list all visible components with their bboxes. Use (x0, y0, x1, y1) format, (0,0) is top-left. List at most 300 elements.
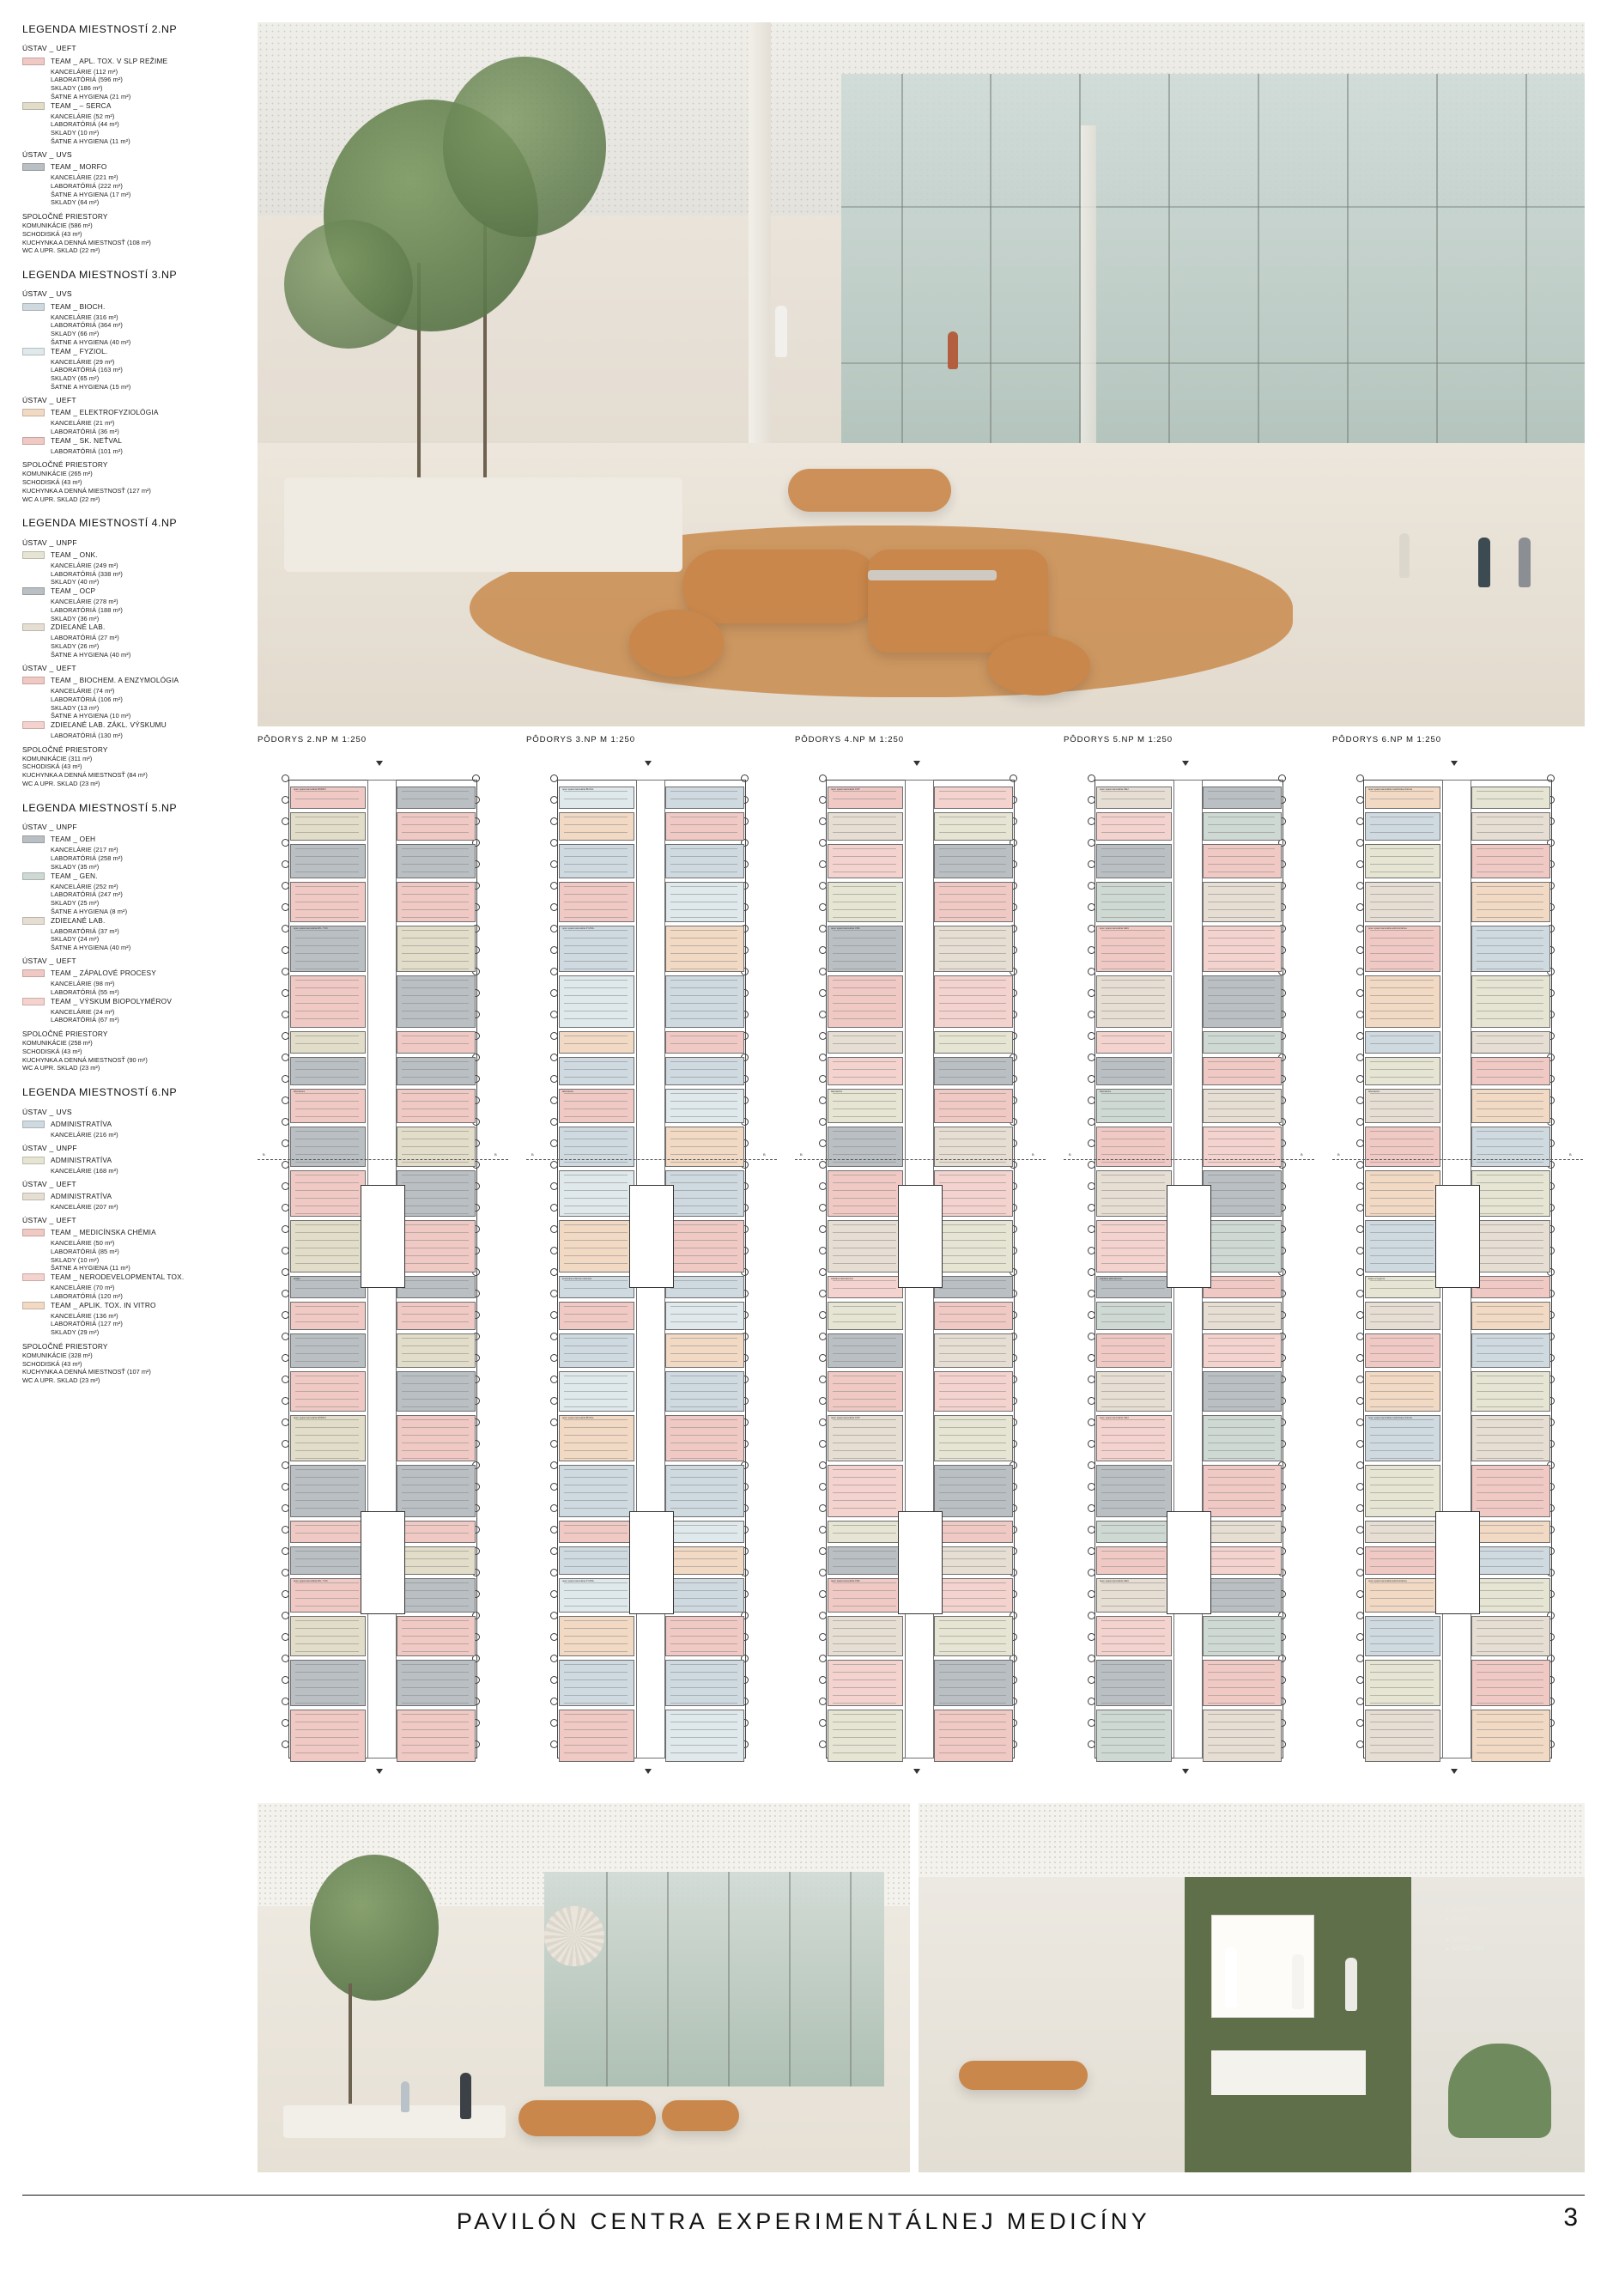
planter-box (283, 2105, 505, 2138)
room-zone (1471, 1578, 1550, 1613)
room-zone (1203, 844, 1282, 878)
common-space-item: KUCHYNKA A DENNÁ MIESTNOSŤ (127 m²) (22, 486, 151, 495)
room-zone (1096, 1170, 1172, 1217)
view-direction-arrow (1182, 1769, 1189, 1774)
common-spaces-heading: SPOLOČNÉ PRIESTORY (22, 212, 108, 222)
legend-color-swatch (22, 348, 45, 355)
room-tag: open space kancelária medicínska chémia (1368, 1417, 1412, 1419)
legend-color-swatch (22, 587, 45, 595)
room-zone (934, 1660, 1013, 1706)
room-zone (1471, 844, 1550, 878)
legend-room-item: LABORATÓRIÁ (596 m²) (51, 76, 123, 84)
legend-team-name: ZDIEĽANÉ LAB. (51, 623, 106, 632)
legend-entry (22, 997, 256, 1006)
legend-room-item: KANCELÁRIE (112 m²) (51, 67, 118, 76)
institute-label: ÚSTAV _ UEFT (22, 1179, 76, 1188)
common-space-item: WC A UPR. SKLAD (23 m²) (22, 1376, 100, 1385)
room-zone (559, 1170, 634, 1217)
legend-room-item: KANCELÁRIE (252 m²) (51, 882, 118, 890)
legend-team-name: ZDIEĽANÉ LAB. ZÁKL. VÝSKUMU (51, 720, 167, 730)
room-zone (290, 1220, 366, 1273)
room-zone (934, 787, 1013, 809)
legend-team-name: TEAM _ MEDICÍNSKA CHÉMIA (51, 1228, 156, 1237)
legend-room-item: SKLADY (35 m²) (51, 862, 100, 871)
stair-core (1435, 1511, 1480, 1614)
legend-room-item: KANCELÁRIE (50 m²) (51, 1239, 115, 1248)
room-zone (665, 1220, 744, 1273)
legend-room-item: LABORATÓRIÁ (106 m²) (51, 695, 123, 703)
room-zone (934, 1578, 1013, 1613)
room-tag: laboratóriá (1368, 1090, 1380, 1093)
section-line (795, 1159, 1046, 1160)
legend-room-item: SKLADY (13 m²) (51, 703, 100, 712)
legend-room-item: ŠATNE A HYGIENA (8 m²) (51, 907, 128, 915)
room-zone (1203, 1170, 1282, 1217)
section-marker: B (1337, 1152, 1340, 1157)
room-zone (397, 1276, 476, 1298)
legend-room-list (51, 1312, 256, 1337)
stair-core (898, 1511, 943, 1614)
room-zone (1203, 1089, 1282, 1123)
legend-team-name: TEAM _ ZÁPALOVÉ PROCESY (51, 969, 156, 978)
room-tag: open space kancelária BIOCH. (562, 1417, 595, 1419)
section-marker: B (800, 1152, 803, 1157)
legend-room-item: SKLADY (64 m²) (51, 198, 100, 207)
legend-room-item: KANCELÁRIE (316 m²) (51, 313, 118, 321)
room-zone (1203, 926, 1282, 972)
legend-entry (22, 586, 256, 596)
legend-entry (22, 101, 256, 111)
legend-room-list (51, 173, 256, 207)
legend-room-item: KANCELÁRIE (168 m²) (51, 1166, 118, 1175)
room-zone (1365, 1521, 1440, 1543)
room-zone (1365, 1220, 1440, 1273)
room-zone (1203, 1031, 1282, 1054)
plan-label: PÔDORYS 4.NP M 1:250 (795, 735, 904, 744)
person-figure (775, 306, 787, 357)
legend-color-swatch (22, 872, 45, 880)
legend-room-item: LABORATÓRIÁ (44 m²) (51, 120, 119, 129)
section-marker: B (1032, 1152, 1034, 1157)
person-figure (401, 2081, 409, 2112)
legend-team-name: TEAM _ MORFO (51, 162, 107, 172)
plan-label: PÔDORYS 5.NP M 1:250 (1064, 735, 1173, 744)
section-marker: B (1069, 1152, 1071, 1157)
room-zone (397, 1089, 476, 1123)
room-zone (665, 844, 744, 878)
legend-room-item: LABORATÓRIÁ (120 m²) (51, 1291, 123, 1300)
common-space-item: WC A UPR. SKLAD (23 m²) (22, 780, 100, 787)
legend-heading: LEGENDA MIESTNOSTÍ 5.NP (22, 801, 178, 814)
legend-room-item: SKLADY (65 m²) (51, 374, 100, 383)
legend-entry (22, 1156, 256, 1165)
legend-color-swatch (22, 835, 45, 843)
legend-room-item: SKLADY (26 m²) (51, 642, 100, 651)
legend-room-list (51, 1203, 256, 1212)
room-tag: open space kancelária APL. TOX. (294, 1580, 329, 1582)
room-zone (559, 1465, 634, 1517)
room-zone (1365, 1710, 1440, 1762)
room-zone (1471, 975, 1550, 1028)
room-tag: zdieľané laboratórium (1100, 1278, 1123, 1280)
lounge-sofa (959, 2061, 1088, 2090)
person-figure (1399, 533, 1410, 578)
room-zone (397, 844, 476, 878)
section-marker: B (494, 1152, 497, 1157)
room-zone (1365, 1089, 1440, 1123)
room-zone (1471, 1710, 1550, 1762)
legend-room-item: LABORATÓRIÁ (101 m²) (51, 446, 123, 455)
legend-room-list (51, 68, 256, 101)
common-space-item: KOMUNIKÁCIE (265 m²) (22, 470, 93, 478)
floor-plan-drawing (526, 756, 777, 1793)
legend-room-item: SKLADY (10 m²) (51, 1255, 100, 1264)
room-zone (828, 1415, 903, 1461)
legend-room-item: SKLADY (40 m²) (51, 578, 100, 586)
room-zone (665, 1333, 744, 1368)
room-zone (290, 1521, 366, 1543)
common-space-item: KOMUNIKÁCIE (311 m²) (22, 754, 93, 762)
legend-color-swatch (22, 1302, 45, 1309)
room-zone (559, 1089, 634, 1123)
section-marker: B (1301, 1152, 1303, 1157)
person-figure (948, 331, 958, 369)
plan-label: PÔDORYS 6.NP M 1:250 (1332, 735, 1441, 744)
legend-room-item: SKLADY (186 m²) (51, 84, 103, 93)
person-figure (1519, 538, 1531, 587)
room-zone (1096, 926, 1172, 972)
room-zone (1203, 1415, 1282, 1461)
legend-room-list (51, 1008, 256, 1025)
room-tag: laboratóriá (562, 1090, 573, 1093)
common-spaces-heading: SPOLOČNÉ PRIESTORY (22, 744, 108, 754)
room-zone (1203, 1276, 1282, 1298)
legend-room-list (51, 598, 256, 623)
room-zone (1471, 1415, 1550, 1461)
legend-room-item: SKLADY (36 m²) (51, 614, 100, 623)
legend-room-item: KANCELÁRIE (249 m²) (51, 561, 118, 569)
stair-core (898, 1185, 943, 1288)
planter-box (284, 477, 682, 572)
room-tag: open space kancelária OCP (831, 788, 860, 791)
section-line (1332, 1159, 1583, 1160)
legend-color-swatch (22, 677, 45, 684)
room-tag: open space kancelária MORFO (294, 1417, 326, 1419)
legend-room-item: SKLADY (25 m²) (51, 899, 100, 908)
legend-entry (22, 916, 256, 926)
legend-team-name: TEAM _ GEN. (51, 871, 98, 880)
legend-room-item: LABORATÓRIÁ (36 m²) (51, 427, 119, 435)
legend-entry (22, 408, 256, 417)
floor-plan-drawing (258, 756, 508, 1793)
room-zone (290, 1660, 366, 1706)
room-zone (559, 926, 634, 972)
room-zone (290, 1089, 366, 1123)
legend-room-list (51, 883, 256, 916)
legend-entry (22, 550, 256, 560)
room-tag: open space kancelária MORFO (294, 788, 326, 791)
view-direction-arrow (913, 1769, 920, 1774)
legend-color-swatch (22, 58, 45, 65)
room-tag: open space kancelária FYZIOL. (562, 1580, 595, 1582)
room-zone (290, 844, 366, 878)
legend-color-swatch (22, 623, 45, 631)
room-zone (1096, 1031, 1172, 1054)
common-space-item: WC A UPR. SKLAD (23 m²) (22, 1064, 100, 1072)
common-spaces-heading: SPOLOČNÉ PRIESTORY (22, 1030, 108, 1039)
common-space-item: KOMUNIKÁCIE (586 m²) (22, 222, 93, 229)
sheet-title: PAVILÓN CENTRA EXPERIMENTÁLNEJ MEDICÍNY (456, 2208, 1151, 2234)
room-tag: open space kancelária BIOCH. (562, 788, 595, 791)
room-zone (828, 1170, 903, 1217)
legend-room-item: KANCELÁRIE (216 m²) (51, 1130, 118, 1139)
legend-team-name: TEAM _ FYZIOL. (51, 346, 108, 355)
room-zone (1096, 1710, 1172, 1762)
room-tag: open space kancelária ONK. (831, 1580, 861, 1582)
legend-team-name: TEAM _ SK. NEŤVAL (51, 435, 123, 445)
legend-color-swatch (22, 998, 45, 1005)
legend-entry (22, 676, 256, 685)
legend-entry (22, 347, 256, 356)
room-tag: open space kancelária administratíva (1368, 927, 1407, 930)
view-direction-arrow (376, 1769, 383, 1774)
room-zone (1365, 844, 1440, 878)
room-zone (1471, 1031, 1550, 1054)
room-zone (1096, 975, 1172, 1028)
institute-label: ÚSTAV _ UNPF (22, 1143, 77, 1152)
legend-team-name: TEAM _ ELEKTROFYZIOLÓGIA (51, 408, 159, 417)
bar-counter (868, 570, 997, 580)
room-zone (1471, 1089, 1550, 1123)
room-zone (1203, 1333, 1282, 1368)
legend-color-swatch (22, 1273, 45, 1281)
room-zone (665, 1031, 744, 1054)
lounge-sofa (662, 2100, 739, 2131)
room-zone (934, 1276, 1013, 1298)
legend-room-item: LABORATÓRIÁ (163 m²) (51, 366, 123, 374)
room-zone (1471, 1521, 1550, 1543)
legend-room-item: LABORATÓRIÁ (37 m²) (51, 926, 119, 935)
legend-room-item: LABORATÓRIÁ (27 m²) (51, 634, 119, 642)
room-zone (828, 844, 903, 878)
person-figure (1292, 1954, 1304, 2009)
room-zone (934, 1521, 1013, 1543)
room-zone (1471, 1276, 1550, 1298)
room-zone (559, 1710, 634, 1762)
stair-core (1435, 1185, 1480, 1288)
person-figure (1478, 538, 1490, 587)
legend-room-item: LABORATÓRIÁ (127 m²) (51, 1320, 123, 1328)
room-zone (559, 1578, 634, 1613)
room-zone (1471, 1333, 1550, 1368)
north-arrow (376, 761, 383, 766)
legend-room-item: ŠATNE A HYGIENA (21 m²) (51, 92, 131, 100)
room-zone (290, 1170, 366, 1217)
room-zone (1471, 1170, 1550, 1217)
legend-team-name: TEAM _ BIOCH. (51, 301, 106, 311)
legend-room-item: ŠATNE A HYGIENA (40 m²) (51, 650, 131, 659)
legend-team-name: TEAM _ APL. TOX. V SLP REŽIME (51, 56, 168, 65)
common-space-item: WC A UPR. SKLAD (22 m²) (22, 495, 100, 503)
room-zone (828, 1710, 903, 1762)
legend-room-item: KANCELÁRIE (21 m²) (51, 419, 115, 428)
legend-team-name: ADMINISTRATÍVA (51, 1156, 112, 1164)
stair-core (629, 1511, 674, 1614)
room-tag: open space kancelária FYZIOL. (562, 927, 595, 930)
legend-room-item: LABORATÓRIÁ (247 m²) (51, 890, 123, 899)
common-space-item: KUCHYNKA A DENNÁ MIESTNOSŤ (90 m²) (22, 1055, 148, 1064)
institute-label: ÚSTAV _ UEFT (22, 956, 76, 965)
north-arrow (1451, 761, 1458, 766)
room-zone (397, 1031, 476, 1054)
legend-room-item: ŠATNE A HYGIENA (11 m²) (51, 1264, 130, 1273)
room-zone (828, 1465, 903, 1517)
room-tag: open space kancelária APL. TOX. (294, 927, 329, 930)
room-zone (397, 926, 476, 972)
institute-label: ÚSTAV _ UVS (22, 149, 72, 159)
room-zone (1203, 787, 1282, 809)
legend-room-item: KANCELÁRIE (278 m²) (51, 598, 118, 606)
room-zone (397, 1170, 476, 1217)
legend-entry (22, 436, 256, 446)
legend-room-list (51, 1131, 256, 1139)
room-zone (397, 1660, 476, 1706)
legend-room-item: ŠATNE A HYGIENA (17 m²) (51, 190, 131, 198)
legend-room-item: KANCELÁRIE (29 m²) (51, 357, 115, 366)
legend-room-list (51, 447, 256, 456)
room-tag: kuchynka a denná miestnosť (562, 1278, 592, 1280)
institute-label: ÚSTAV _ UEFT (22, 1215, 76, 1224)
section-marker: B (531, 1152, 534, 1157)
institute-label: ÚSTAV _ UVS (22, 1107, 72, 1116)
legend-entry (22, 1273, 256, 1282)
room-zone (1096, 1415, 1172, 1461)
room-zone (934, 1220, 1013, 1273)
room-zone (1365, 1415, 1440, 1461)
room-zone (290, 1415, 366, 1461)
room-zone (290, 1465, 366, 1517)
room-zone (665, 1578, 744, 1613)
room-zone (397, 787, 476, 809)
legend-room-list (51, 687, 256, 720)
common-space-item: SCHODISKÁ (43 m²) (22, 1047, 82, 1055)
legend-heading: LEGENDA MIESTNOSTÍ 6.NP (22, 1086, 178, 1099)
legend-room-list (51, 1167, 256, 1175)
legend-room-item: KANCELÁRIE (136 m²) (51, 1311, 118, 1320)
room-zone (1203, 1465, 1282, 1517)
legend-team-name: TEAM _ APLIK. TOX. IN VITRO (51, 1300, 156, 1309)
entrance-lobby-render (258, 1803, 910, 2172)
room-zone (1365, 1465, 1440, 1517)
common-space-item: KUCHYNKA A DENNÁ MIESTNOSŤ (108 m²) (22, 238, 151, 246)
room-tag: zdieľané laboratórium (831, 1278, 854, 1280)
room-zone (1096, 1089, 1172, 1123)
floor-plans-row (258, 756, 1585, 1793)
legend-room-list (51, 358, 256, 392)
common-spaces-heading: SPOLOČNÉ PRIESTORY (22, 460, 108, 470)
legend-entry (22, 835, 256, 844)
view-direction-arrow (645, 1769, 652, 1774)
plan-label: PÔDORYS 3.NP M 1:250 (526, 735, 635, 744)
legend-entry (22, 1192, 256, 1201)
room-zone (665, 1710, 744, 1762)
institute-label: ÚSTAV _ UVS (22, 289, 72, 299)
room-zone (397, 975, 476, 1028)
room-tag: open space kancelária OCP (831, 1417, 860, 1419)
room-zone (559, 975, 634, 1028)
room-zone (934, 844, 1013, 878)
room-zone (1096, 1660, 1172, 1706)
legend-room-list (51, 419, 256, 436)
legend-room-item: ŠATNE A HYGIENA (40 m²) (51, 338, 131, 347)
legend-color-swatch (22, 917, 45, 925)
legend-color-swatch (22, 437, 45, 445)
legend-entry (22, 872, 256, 881)
institute-label: ÚSTAV _ UNPF (22, 823, 77, 832)
legend-color-swatch (22, 163, 45, 171)
common-space-item: KUCHYNKA A DENNÁ MIESTNOSŤ (107 m²) (22, 1368, 151, 1376)
legend-room-item: KANCELÁRIE (52 m²) (51, 112, 115, 120)
room-zone (1203, 1521, 1282, 1543)
legend-color-swatch (22, 409, 45, 416)
room-zone (1365, 1578, 1440, 1613)
legend-room-item: LABORATÓRIÁ (188 m²) (51, 605, 123, 614)
legend-room-item: LABORATÓRIÁ (130 m²) (51, 732, 123, 739)
footer-divider (22, 2195, 1585, 2196)
legend-room-item: LABORATÓRIÁ (338 m²) (51, 569, 123, 578)
view-direction-arrow (1451, 1769, 1458, 1774)
glazed-facade (544, 1872, 883, 2086)
legend-entry (22, 1301, 256, 1310)
room-zone (828, 926, 903, 972)
lounge-sofa (518, 2100, 656, 2136)
room-zone (1203, 1710, 1282, 1762)
legend-heading: LEGENDA MIESTNOSTÍ 2.NP (22, 23, 178, 35)
north-arrow (645, 761, 652, 766)
common-space-item: KOMUNIKÁCIE (258 m²) (22, 1039, 93, 1048)
room-zone (559, 1220, 634, 1273)
legend-color-swatch (22, 1229, 45, 1236)
room-zone (1365, 1333, 1440, 1368)
legend-column (22, 22, 256, 1385)
laboratory-interior-render (919, 1803, 1585, 2172)
person-figure (1225, 1947, 1237, 2007)
room-tag: sklady (294, 1278, 300, 1280)
room-zone (397, 1710, 476, 1762)
room-zone (290, 1333, 366, 1368)
room-zone (397, 1220, 476, 1273)
room-zone (828, 1333, 903, 1368)
room-zone (665, 1170, 744, 1217)
room-zone (290, 926, 366, 972)
room-zone (1471, 787, 1550, 809)
structural-column (1081, 125, 1096, 486)
legend-room-item: KANCELÁRIE (217 m²) (51, 846, 118, 854)
room-zone (934, 1415, 1013, 1461)
legend-room-item: KANCELÁRIE (98 m²) (51, 980, 115, 988)
legend-entry (22, 720, 256, 730)
legend-color-swatch (22, 1157, 45, 1164)
room-zone (828, 1521, 903, 1543)
room-tag: open space kancelária GEN. (1100, 1580, 1130, 1582)
room-zone (665, 1089, 744, 1123)
person-figure (460, 2073, 471, 2119)
legend-entry (22, 1120, 256, 1129)
floor-plan-drawing (1064, 756, 1314, 1793)
room-zone (934, 1333, 1013, 1368)
legend-room-list (51, 313, 256, 347)
room-zone (934, 1465, 1013, 1517)
